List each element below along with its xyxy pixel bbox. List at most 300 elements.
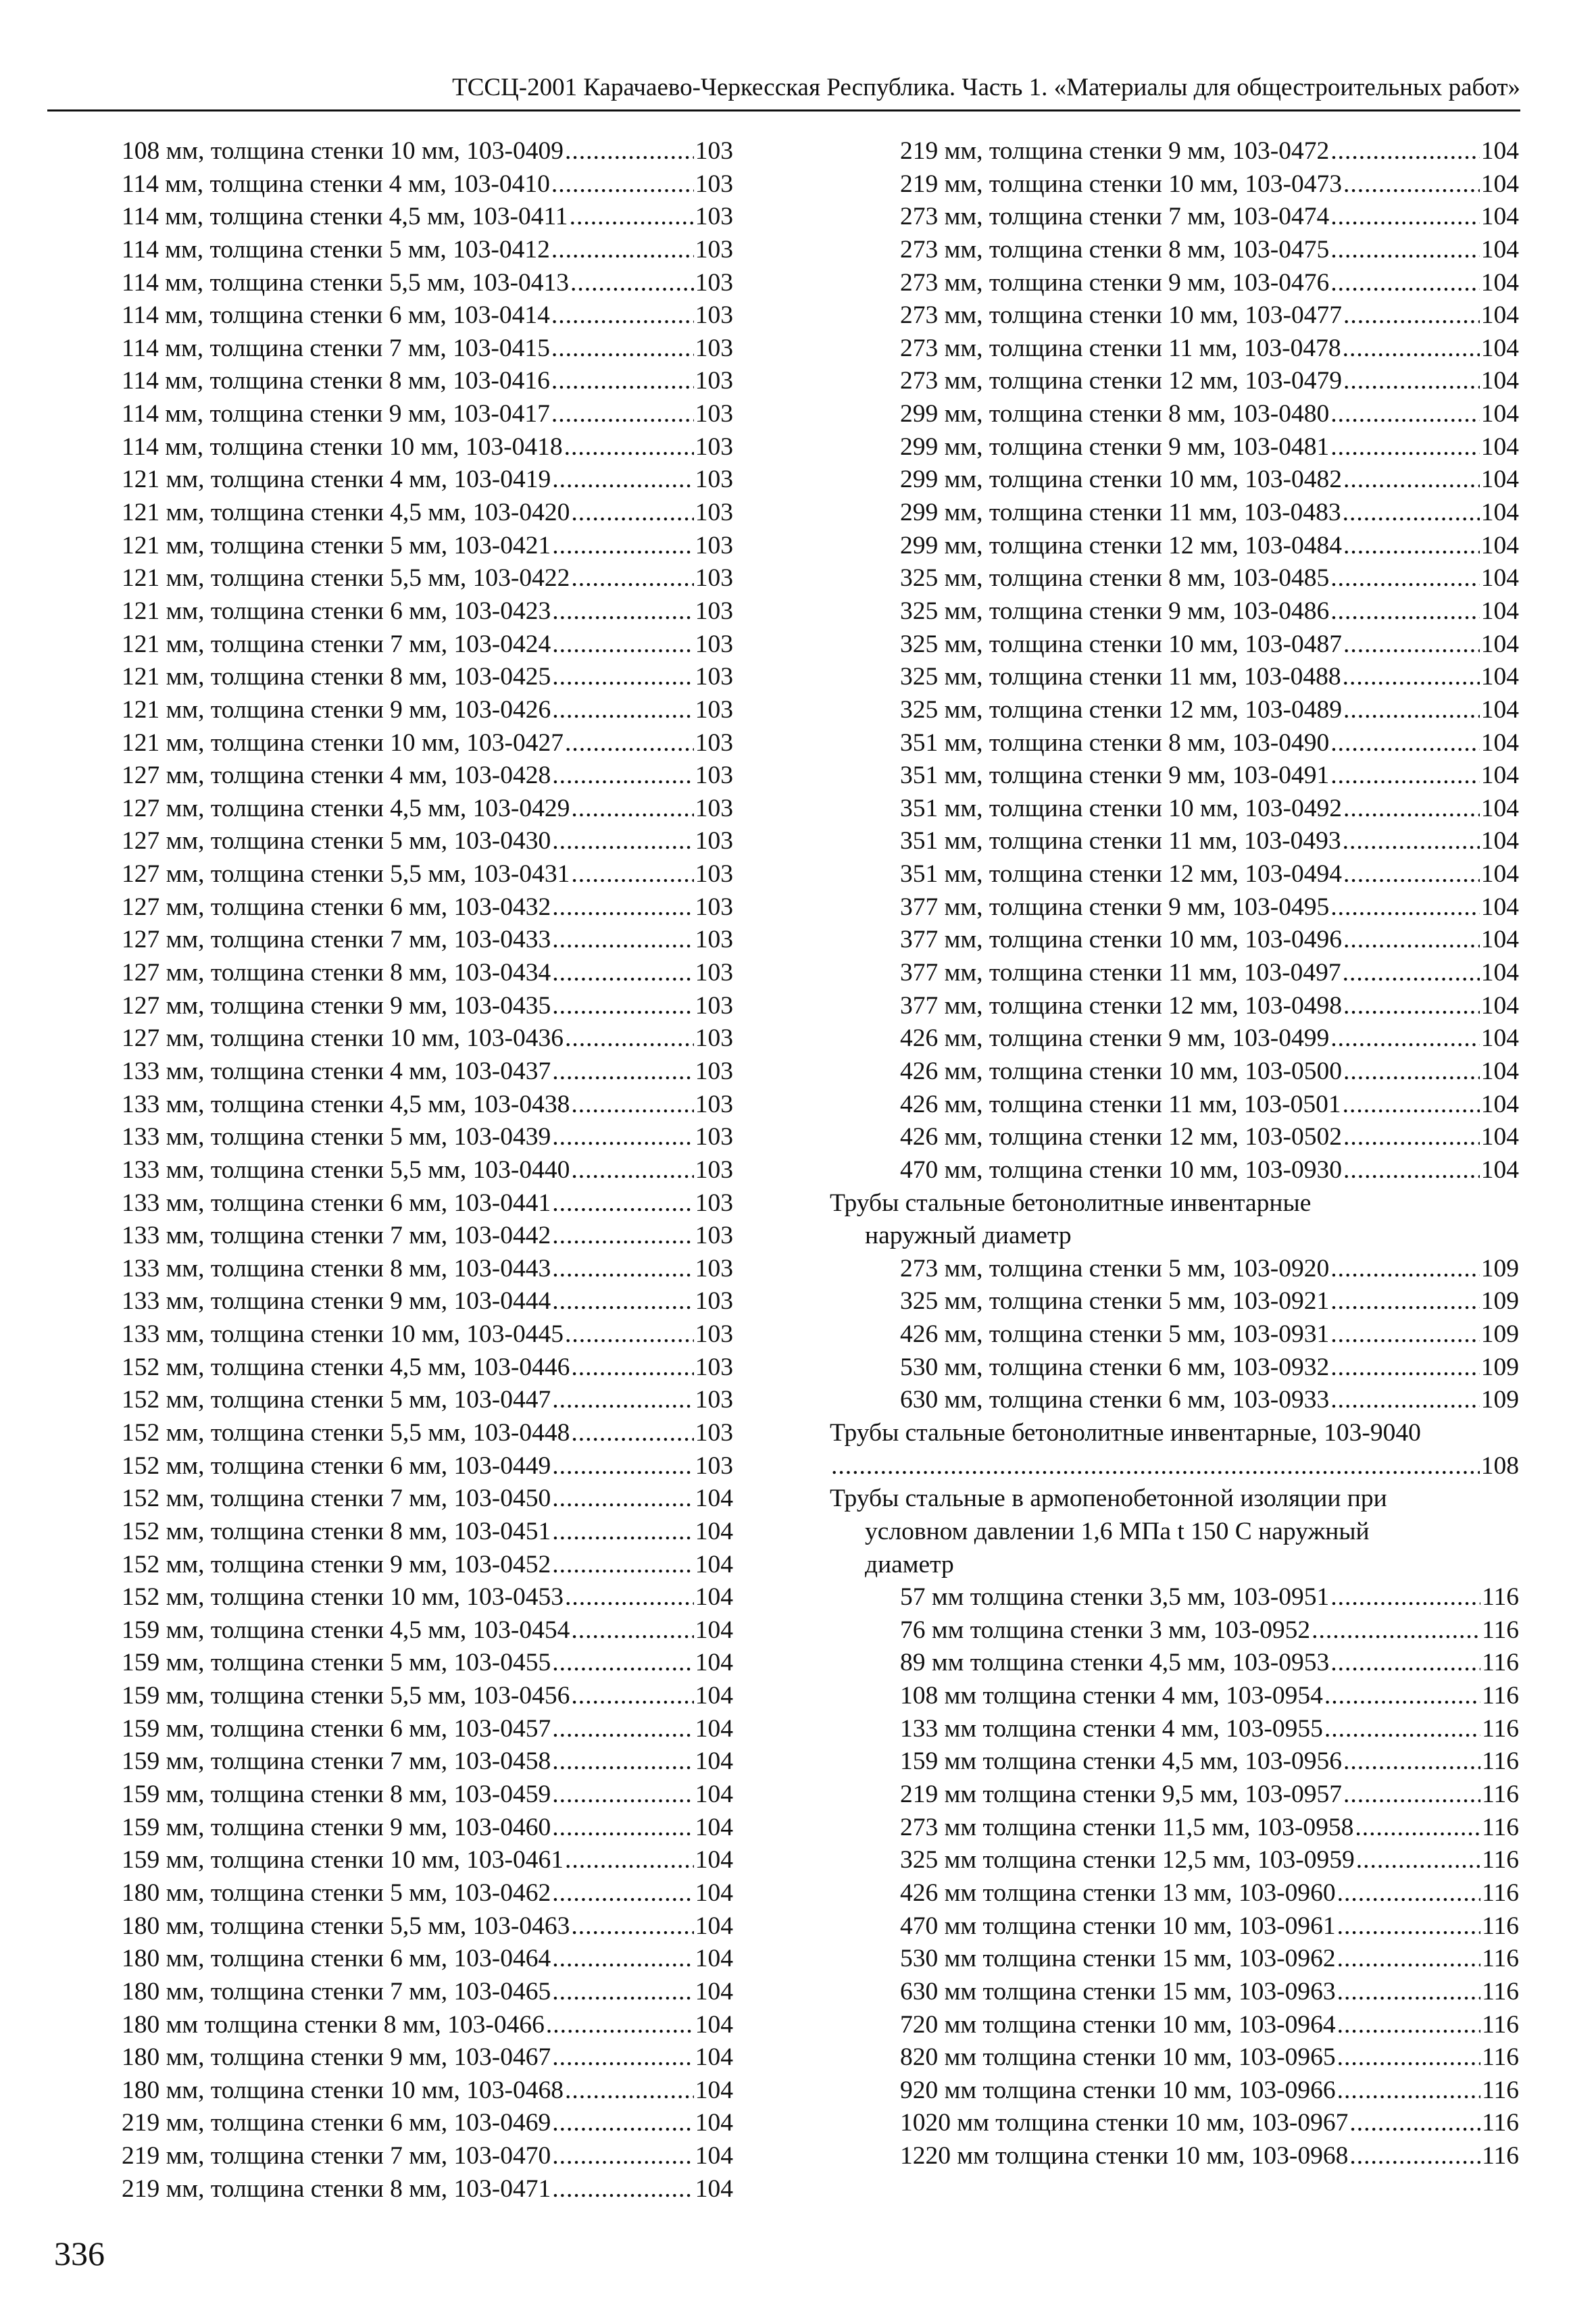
dot-leader — [1343, 957, 1480, 990]
entry-page-ref: 109 — [1480, 1254, 1519, 1283]
index-entry — [122, 1581, 733, 1614]
dot-leader — [565, 1022, 694, 1055]
dot-leader — [1343, 990, 1480, 1023]
entry-text: 108 мм толщина стенки 4 мм, 103-0954 — [900, 1682, 1323, 1710]
entry-text: 273 мм, толщина стенки 9 мм, 103-0476 — [900, 268, 1330, 297]
dot-leader — [1330, 234, 1480, 267]
index-entry — [122, 431, 733, 464]
entry-page-ref: 103 — [695, 1189, 733, 1217]
dot-leader — [1343, 825, 1480, 858]
dot-leader — [1343, 1745, 1480, 1778]
entry-text: 121 мм, толщина стенки 5,5 мм, 103-0422 — [122, 564, 570, 593]
index-entry — [122, 332, 733, 366]
entry-text: 159 мм, толщина стенки 8 мм, 103-0459 — [122, 1781, 551, 1809]
dot-leader — [1330, 595, 1480, 628]
entry-text: 159 мм, толщина стенки 10 мм, 103-0461 — [122, 1846, 564, 1874]
entry-text: 121 мм, толщина стенки 4 мм, 103-0419 — [122, 466, 551, 494]
entry-text: 273 мм, толщина стенки 8 мм, 103-0475 — [900, 235, 1330, 264]
entry-page-ref: 103 — [695, 1451, 733, 1480]
entry-page-ref: 103 — [695, 663, 733, 691]
entry-page-ref: 104 — [695, 2010, 733, 2039]
index-entry — [122, 924, 733, 957]
dot-leader — [552, 1943, 694, 1976]
entry-text: 121 мм, толщина стенки 8 мм, 103-0425 — [122, 663, 551, 691]
entry-page-ref: 104 — [695, 1945, 733, 1973]
index-entry — [122, 2140, 733, 2173]
dot-leader — [552, 1220, 694, 1253]
entry-page-ref: 109 — [1480, 1386, 1519, 1414]
dot-leader — [552, 2173, 694, 2206]
index-entry — [122, 1055, 733, 1089]
dot-leader — [552, 530, 694, 563]
index-entry — [830, 1778, 1519, 1812]
entry-page-ref: 109 — [1480, 1353, 1519, 1381]
index-entry — [830, 2041, 1519, 2074]
entry-text: 133 мм, толщина стенки 6 мм, 103-0441 — [122, 1189, 551, 1217]
dot-leader — [1356, 1844, 1480, 1877]
index-entry — [122, 727, 733, 760]
entry-text: 325 мм, толщина стенки 8 мм, 103-0485 — [900, 564, 1330, 593]
entry-page-ref: 116 — [1482, 2076, 1519, 2104]
entry-page-ref: 103 — [695, 1090, 733, 1118]
entry-text: 152 мм, толщина стенки 4,5 мм, 103-0446 — [122, 1353, 570, 1381]
entry-page-ref: 116 — [1482, 2142, 1519, 2170]
entry-text: 351 мм, толщина стенки 8 мм, 103-0490 — [900, 728, 1330, 757]
entry-text: 127 мм, толщина стенки 7 мм, 103-0433 — [122, 926, 551, 954]
entry-page-ref: 103 — [695, 1057, 733, 1085]
entry-text: 180 мм, толщина стенки 6 мм, 103-0464 — [122, 1945, 551, 1973]
entry-page-ref: 104 — [1480, 1090, 1519, 1118]
entry-page-ref: 103 — [695, 137, 733, 165]
index-entry — [830, 1976, 1519, 2009]
dot-leader — [571, 858, 693, 891]
entry-page-ref: 104 — [1480, 235, 1519, 264]
index-entry — [122, 234, 733, 267]
dot-leader — [1343, 1154, 1480, 1187]
entry-page-ref: 116 — [1482, 2010, 1519, 2039]
index-entry — [830, 2074, 1519, 2108]
entry-text: 630 мм, толщина стенки 6 мм, 103-0933 — [900, 1386, 1330, 1414]
dot-leader — [552, 1516, 694, 1549]
entry-page-ref: 103 — [695, 1024, 733, 1053]
dot-leader — [552, 595, 694, 628]
index-entry — [830, 825, 1519, 858]
index-entry — [830, 727, 1519, 760]
entry-page-ref: 116 — [1482, 1813, 1519, 1841]
entry-text: 114 мм, толщина стенки 8 мм, 103-0416 — [122, 367, 550, 395]
index-entry — [830, 924, 1519, 957]
index-entry — [122, 891, 733, 924]
entry-text: 426 мм, толщина стенки 5 мм, 103-0931 — [900, 1320, 1330, 1349]
index-entry — [122, 1253, 733, 1286]
entry-page-ref: 104 — [1480, 1155, 1519, 1184]
index-column-right — [830, 135, 1519, 2173]
dot-leader — [1330, 760, 1480, 793]
index-entry — [122, 530, 733, 563]
dot-leader — [552, 760, 694, 793]
entry-page-ref: 104 — [695, 2174, 733, 2203]
entry-page-ref: 104 — [695, 1649, 733, 1677]
index-entry — [830, 694, 1519, 727]
dot-leader — [551, 332, 694, 366]
entry-page-ref: 104 — [695, 2109, 733, 2137]
index-entry — [122, 365, 733, 398]
dot-leader — [552, 957, 694, 990]
entry-text: 377 мм, толщина стенки 9 мм, 103-0495 — [900, 893, 1330, 921]
index-entry — [122, 990, 733, 1023]
dot-leader — [571, 1910, 693, 1943]
entry-text: 114 мм, толщина стенки 4,5 мм, 103-0411 — [122, 203, 568, 231]
dot-leader — [1343, 924, 1480, 957]
dot-leader — [551, 234, 694, 267]
entry-page-ref: 116 — [1482, 1714, 1519, 1743]
dot-leader — [552, 1549, 694, 1582]
index-entry — [122, 497, 733, 530]
entry-page-ref: 104 — [1480, 170, 1519, 198]
entry-text: 133 мм, толщина стенки 7 мм, 103-0442 — [122, 1222, 551, 1250]
index-entry — [122, 1614, 733, 1647]
entry-text: 121 мм, толщина стенки 4,5 мм, 103-0420 — [122, 499, 570, 527]
entry-page-ref: 104 — [1480, 466, 1519, 494]
entry-text: 127 мм, толщина стенки 4 мм, 103-0428 — [122, 762, 551, 790]
entry-text: 127 мм, толщина стенки 5,5 мм, 103-0431 — [122, 860, 570, 889]
dot-leader — [552, 825, 694, 858]
entry-text: 180 мм толщина стенки 8 мм, 103-0466 — [122, 2010, 545, 2039]
entry-text: 219 мм толщина стенки 9,5 мм, 103-0957 — [900, 1781, 1342, 1809]
entry-page-ref: 103 — [695, 466, 733, 494]
index-entry — [830, 234, 1519, 267]
entry-text: 133 мм, толщина стенки 4 мм, 103-0437 — [122, 1057, 551, 1085]
entry-text: 426 мм, толщина стенки 11 мм, 103-0501 — [900, 1090, 1341, 1118]
entry-text: 299 мм, толщина стенки 10 мм, 103-0482 — [900, 466, 1342, 494]
entry-text: 114 мм, толщина стенки 5 мм, 103-0412 — [122, 235, 550, 264]
dot-leader — [1343, 793, 1480, 826]
entry-page-ref: 103 — [695, 991, 733, 1020]
entry-page-ref: 104 — [1480, 663, 1519, 691]
entry-page-ref: 103 — [695, 827, 733, 855]
index-entry — [830, 1877, 1519, 1910]
index-heading-continuation — [830, 1220, 1519, 1253]
index-entry — [830, 595, 1519, 628]
entry-page-ref: 104 — [1480, 1057, 1519, 1085]
index-entry — [122, 595, 733, 628]
entry-page-ref: 116 — [1482, 1747, 1519, 1776]
entry-page-ref: 103 — [695, 1155, 733, 1184]
index-entry — [830, 858, 1519, 891]
index-heading-continuation — [830, 1549, 1519, 1582]
entry-text: Трубы стальные бетонолитные инвентарные, 103-9040 — [830, 1418, 1421, 1447]
entry-text: 325 мм толщина стенки 12,5 мм, 103-0959 — [900, 1846, 1355, 1874]
entry-text: 426 мм, толщина стенки 10 мм, 103-0500 — [900, 1057, 1342, 1085]
dot-leader — [1343, 497, 1480, 530]
index-entry — [830, 168, 1519, 201]
dot-leader — [1324, 1713, 1480, 1746]
entry-text: 114 мм, толщина стенки 7 мм, 103-0415 — [122, 334, 550, 362]
index-entry — [122, 2041, 733, 2074]
index-entry — [830, 1055, 1519, 1089]
entry-text: 133 мм, толщина стенки 5,5 мм, 103-0440 — [122, 1155, 570, 1184]
entry-page-ref: 103 — [695, 794, 733, 822]
index-entry — [122, 2009, 733, 2042]
index-entry — [122, 168, 733, 201]
entry-text: Трубы стальные бетонолитные инвентарные — [830, 1189, 1312, 1217]
index-entry — [830, 1121, 1519, 1154]
dot-leader — [1330, 727, 1480, 760]
dot-leader — [1330, 398, 1480, 431]
index-entry — [122, 1483, 733, 1516]
entry-text: 219 мм, толщина стенки 6 мм, 103-0469 — [122, 2109, 551, 2137]
entry-page-ref: 103 — [695, 597, 733, 625]
index-entry — [830, 661, 1519, 694]
index-entry — [122, 1778, 733, 1812]
dot-leader — [565, 1581, 694, 1614]
entry-page-ref: 103 — [695, 301, 733, 330]
entry-text: 133 мм, толщина стенки 4,5 мм, 103-0438 — [122, 1090, 570, 1118]
index-entry — [122, 1121, 733, 1154]
dot-leader — [571, 1680, 693, 1713]
entry-text: 127 мм, толщина стенки 8 мм, 103-0434 — [122, 959, 551, 987]
entry-text: 377 мм, толщина стенки 10 мм, 103-0496 — [900, 926, 1342, 954]
index-entry — [830, 1351, 1519, 1385]
index-entry — [830, 431, 1519, 464]
entry-text: 127 мм, толщина стенки 6 мм, 103-0432 — [122, 893, 551, 921]
entry-text: 219 мм, толщина стенки 7 мм, 103-0470 — [122, 2142, 551, 2170]
index-entry — [122, 1318, 733, 1351]
dot-leader — [1337, 1976, 1481, 2009]
entry-text: 470 мм толщина стенки 10 мм, 103-0961 — [900, 1912, 1336, 1940]
dot-leader — [1330, 1384, 1480, 1417]
dot-leader — [1343, 168, 1480, 201]
dot-leader — [571, 1351, 693, 1385]
entry-page-ref: 104 — [695, 1550, 733, 1578]
dot-leader — [552, 661, 694, 694]
entry-text: 325 мм, толщина стенки 10 мм, 103-0487 — [900, 630, 1342, 658]
entry-text: 152 мм, толщина стенки 5 мм, 103-0447 — [122, 1386, 551, 1414]
dot-leader — [552, 1253, 694, 1286]
dot-leader — [1330, 1581, 1480, 1614]
entry-text: 57 мм толщина стенки 3,5 мм, 103-0951 — [900, 1583, 1330, 1612]
dot-leader — [1337, 1910, 1481, 1943]
dot-leader — [1343, 1055, 1480, 1089]
index-entry — [830, 891, 1519, 924]
dot-leader — [1343, 1121, 1480, 1154]
index-entry — [830, 990, 1519, 1023]
entry-text: 159 мм толщина стенки 4,5 мм, 103-0956 — [900, 1747, 1342, 1776]
index-entry — [830, 1022, 1519, 1055]
page-header — [47, 69, 1520, 111]
index-entry — [830, 1614, 1519, 1647]
entry-text: 325 мм, толщина стенки 9 мм, 103-0486 — [900, 597, 1330, 625]
dot-leader — [571, 1614, 693, 1647]
dot-leader — [552, 464, 694, 497]
entry-page-ref: 104 — [695, 2043, 733, 2072]
index-entry — [830, 1745, 1519, 1778]
entry-page-ref: 103 — [695, 1287, 733, 1316]
entry-text: 273 мм, толщина стенки 7 мм, 103-0474 — [900, 203, 1330, 231]
entry-page-ref: 103 — [695, 959, 733, 987]
entry-text: 299 мм, толщина стенки 11 мм, 103-0483 — [900, 499, 1341, 527]
entry-text: 152 мм, толщина стенки 10 мм, 103-0453 — [122, 1583, 564, 1612]
entry-text: 121 мм, толщина стенки 9 мм, 103-0426 — [122, 695, 551, 724]
entry-page-ref: 103 — [695, 1418, 733, 1447]
dot-leader — [1330, 1351, 1480, 1385]
entry-text: 133 мм толщина стенки 4 мм, 103-0955 — [900, 1714, 1323, 1743]
entry-page-ref: 116 — [1482, 1912, 1519, 1940]
dot-leader — [1330, 562, 1480, 595]
entry-text: 133 мм, толщина стенки 10 мм, 103-0445 — [122, 1320, 564, 1349]
entry-page-ref: 104 — [1480, 1024, 1519, 1053]
entry-page-ref: 104 — [695, 1977, 733, 2006]
entry-text: 299 мм, толщина стенки 8 мм, 103-0480 — [900, 400, 1330, 428]
entry-page-ref: 104 — [1480, 334, 1519, 362]
entry-page-ref: 104 — [695, 1846, 733, 1874]
entry-page-ref: 104 — [695, 1878, 733, 1907]
entry-text: 114 мм, толщина стенки 5,5 мм, 103-0413 — [122, 268, 569, 297]
dot-leader — [552, 1450, 694, 1483]
index-entry — [830, 1318, 1519, 1351]
entry-text: 351 мм, толщина стенки 10 мм, 103-0492 — [900, 794, 1342, 822]
entry-text: 426 мм толщина стенки 13 мм, 103-0960 — [900, 1878, 1336, 1907]
entry-page-ref: 103 — [695, 203, 733, 231]
index-entry — [122, 1976, 733, 2009]
entry-text: 114 мм, толщина стенки 4 мм, 103-0410 — [122, 170, 550, 198]
entry-text: 133 мм, толщина стенки 8 мм, 103-0443 — [122, 1254, 551, 1283]
index-heading — [830, 1483, 1519, 1516]
entry-text: наружный диаметр — [865, 1222, 1072, 1250]
entry-page-ref: 104 — [695, 1485, 733, 1513]
index-entry — [830, 1089, 1519, 1122]
dot-leader — [571, 793, 693, 826]
index-entry — [830, 1647, 1519, 1680]
dot-leader — [1330, 267, 1480, 300]
dot-leader — [571, 562, 693, 595]
entry-page-ref: 103 — [695, 860, 733, 889]
entry-page-ref: 103 — [695, 762, 733, 790]
dot-leader — [1330, 135, 1480, 168]
dot-leader — [552, 694, 694, 727]
entry-text: 351 мм, толщина стенки 11 мм, 103-0493 — [900, 827, 1341, 855]
dot-leader — [552, 1745, 694, 1778]
index-entry — [830, 1812, 1519, 1845]
entry-text: 530 мм, толщина стенки 6 мм, 103-0932 — [900, 1353, 1330, 1381]
dot-leader — [1324, 1680, 1480, 1713]
entry-page-ref: 116 — [1482, 1649, 1519, 1677]
entry-text: 159 мм, толщина стенки 9 мм, 103-0460 — [122, 1813, 551, 1841]
index-entry — [122, 1877, 733, 1910]
entry-text: 180 мм, толщина стенки 7 мм, 103-0465 — [122, 1977, 551, 2006]
entry-page-ref: 116 — [1482, 1878, 1519, 1907]
entry-text: 127 мм, толщина стенки 9 мм, 103-0435 — [122, 991, 551, 1020]
entry-text: 325 мм, толщина стенки 11 мм, 103-0488 — [900, 663, 1341, 691]
index-entry — [122, 1745, 733, 1778]
index-entry — [122, 1549, 733, 1582]
index-entry — [122, 793, 733, 826]
entry-text: 530 мм толщина стенки 15 мм, 103-0962 — [900, 1945, 1336, 1973]
index-entry — [830, 267, 1519, 300]
entry-page-ref: 104 — [695, 1714, 733, 1743]
dot-leader — [552, 990, 694, 1023]
entry-text: 273 мм, толщина стенки 11 мм, 103-0478 — [900, 334, 1341, 362]
entry-page-ref: 104 — [1480, 137, 1519, 165]
entry-text: 325 мм, толщина стенки 12 мм, 103-0489 — [900, 695, 1342, 724]
index-entry — [122, 562, 733, 595]
index-entry — [122, 299, 733, 332]
entry-text: 114 мм, толщина стенки 6 мм, 103-0414 — [122, 301, 550, 330]
entry-text: 159 мм, толщина стенки 5,5 мм, 103-0456 — [122, 1682, 570, 1710]
index-entry — [122, 1450, 733, 1483]
entry-page-ref: 103 — [695, 1353, 733, 1381]
index-entry — [122, 1417, 733, 1450]
entry-page-ref: 103 — [695, 531, 733, 559]
index-entry — [122, 135, 733, 168]
entry-text: 159 мм, толщина стенки 5 мм, 103-0455 — [122, 1649, 551, 1677]
entry-page-ref: 103 — [695, 1222, 733, 1250]
entry-text: 219 мм, толщина стенки 9 мм, 103-0472 — [900, 137, 1330, 165]
dot-leader — [1330, 1253, 1480, 1286]
entry-text: 159 мм, толщина стенки 6 мм, 103-0457 — [122, 1714, 551, 1743]
index-entry — [122, 2107, 733, 2140]
dot-leader — [551, 365, 694, 398]
entry-page-ref: 104 — [695, 1747, 733, 1776]
entry-text: 630 мм толщина стенки 15 мм, 103-0963 — [900, 1977, 1336, 2006]
dot-leader — [552, 1285, 694, 1318]
index-entry — [122, 1516, 733, 1549]
entry-text: 127 мм, толщина стенки 5 мм, 103-0430 — [122, 827, 551, 855]
dot-leader — [551, 398, 694, 431]
index-entry — [122, 1384, 733, 1417]
entry-text: 133 мм, толщина стенки 5 мм, 103-0439 — [122, 1123, 551, 1151]
entry-text: 121 мм, толщина стенки 7 мм, 103-0424 — [122, 630, 551, 658]
index-entry — [122, 694, 733, 727]
dot-leader — [1343, 365, 1480, 398]
index-entry — [830, 2009, 1519, 2042]
dot-leader — [571, 1417, 693, 1450]
index-entry — [830, 1910, 1519, 1943]
entry-text: 219 мм, толщина стенки 10 мм, 103-0473 — [900, 170, 1342, 198]
entry-page-ref: 104 — [695, 2142, 733, 2170]
index-entry — [830, 332, 1519, 366]
entry-page-ref: 104 — [1480, 991, 1519, 1020]
dot-leader — [552, 1877, 694, 1910]
entry-text: 152 мм, толщина стенки 5,5 мм, 103-0448 — [122, 1418, 570, 1447]
dot-leader — [552, 1055, 694, 1089]
index-entry — [830, 1450, 1519, 1483]
entry-text: 180 мм, толщина стенки 5 мм, 103-0462 — [122, 1878, 551, 1907]
entry-text: 89 мм толщина стенки 4,5 мм, 103-0953 — [900, 1649, 1330, 1677]
dot-leader — [1349, 2140, 1480, 2173]
entry-page-ref: 104 — [1480, 597, 1519, 625]
entry-page-ref: 104 — [1480, 531, 1519, 559]
entry-page-ref: 103 — [695, 235, 733, 264]
dot-leader — [565, 1844, 694, 1877]
entry-text: 121 мм, толщина стенки 6 мм, 103-0423 — [122, 597, 551, 625]
index-entry — [830, 2107, 1519, 2140]
dot-leader — [1337, 1877, 1481, 1910]
dot-leader — [552, 1187, 694, 1220]
index-entry — [122, 957, 733, 990]
entry-page-ref: 108 — [1480, 1451, 1519, 1480]
dot-leader — [552, 2107, 694, 2140]
entry-page-ref: 103 — [695, 1254, 733, 1283]
dot-leader — [564, 431, 694, 464]
entry-text: 377 мм, толщина стенки 12 мм, 103-0498 — [900, 991, 1342, 1020]
entry-page-ref: 103 — [695, 170, 733, 198]
entry-page-ref: 103 — [695, 893, 733, 921]
entry-page-ref: 104 — [695, 1517, 733, 1545]
index-entry — [830, 562, 1519, 595]
entry-page-ref: 104 — [1480, 630, 1519, 658]
entry-text: 114 мм, толщина стенки 10 мм, 103-0418 — [122, 432, 563, 461]
